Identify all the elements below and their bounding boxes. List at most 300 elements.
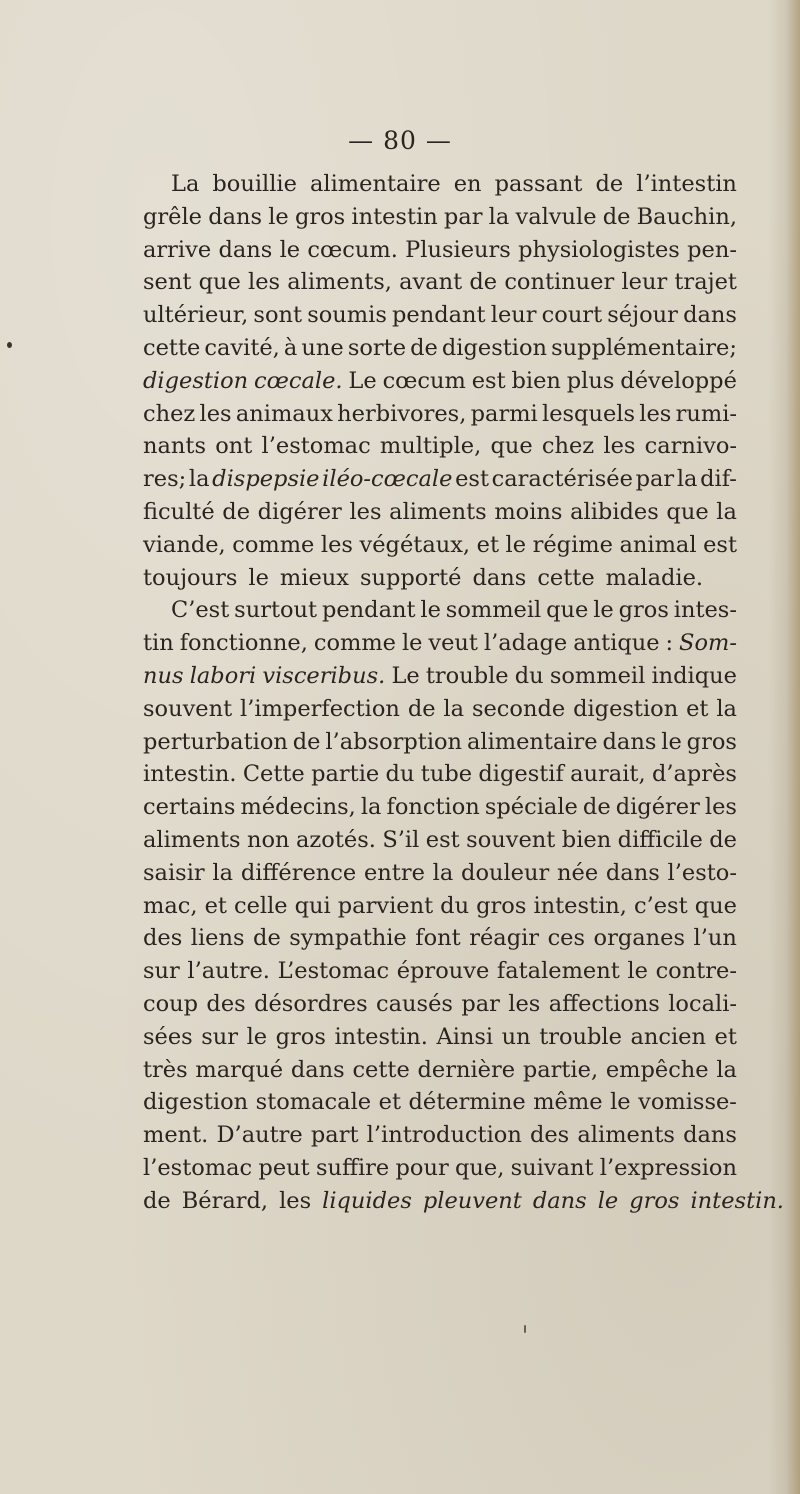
word: gros <box>294 203 346 230</box>
word: du <box>514 662 544 689</box>
word: même <box>533 1089 603 1116</box>
word: les <box>639 400 672 427</box>
word: sur <box>201 1023 239 1050</box>
word: que <box>198 269 241 296</box>
word: des <box>206 990 246 1017</box>
word: viande, <box>143 531 226 558</box>
word: dans <box>683 302 737 329</box>
text-line <box>143 594 737 627</box>
word: ultérieur, <box>143 302 249 329</box>
word: les <box>508 990 541 1017</box>
word: le <box>593 597 614 624</box>
word: Plusieurs <box>405 236 511 263</box>
word: partie, <box>522 1056 599 1083</box>
italic-word: digestion <box>143 367 249 394</box>
word: vomisse- <box>638 1089 737 1116</box>
word: sur <box>143 958 180 985</box>
word: le <box>268 203 289 230</box>
text-line <box>143 266 737 299</box>
word: parmi <box>470 400 538 427</box>
text-line <box>143 496 737 529</box>
word: font <box>415 925 461 952</box>
word: sommeil <box>549 662 646 689</box>
word: trouble <box>539 1023 622 1050</box>
word: animal <box>619 531 697 558</box>
word: les <box>248 269 281 296</box>
word: est <box>425 826 460 853</box>
word: dans <box>290 1056 345 1083</box>
word: organes <box>593 925 686 952</box>
word: res; <box>143 466 187 493</box>
text-line <box>143 693 737 726</box>
text-line <box>143 430 737 463</box>
word: court <box>541 302 603 329</box>
word: bouillie <box>212 171 297 197</box>
word: née <box>557 859 599 886</box>
word: souvent <box>466 826 556 853</box>
word: chez <box>143 400 196 427</box>
word: C’est <box>171 597 230 624</box>
word: la <box>432 859 454 886</box>
italic-word: Som- <box>679 630 737 657</box>
word: intestin. <box>143 761 237 788</box>
italic-word: gros <box>629 1187 680 1214</box>
word: dans <box>683 1122 737 1149</box>
word: ment. <box>143 1122 209 1149</box>
word: gros <box>275 1023 326 1050</box>
word: Ainsi <box>436 1023 494 1050</box>
text-line <box>143 890 737 923</box>
word: par <box>461 990 500 1017</box>
word: digérer <box>257 498 342 525</box>
word: S’il <box>382 826 420 853</box>
word: tin <box>143 630 174 657</box>
word: multiple, <box>379 433 482 460</box>
word: cavité, <box>204 334 280 361</box>
word: aliments <box>389 498 487 525</box>
word: intestin <box>351 203 438 230</box>
word: différence <box>240 859 357 886</box>
word: digestion <box>143 1089 249 1116</box>
word: chez <box>541 433 595 460</box>
word: herbivores, <box>337 400 467 427</box>
word: gros <box>476 892 527 919</box>
word: contre- <box>655 958 737 985</box>
word: rumi- <box>675 400 737 427</box>
word: locali- <box>668 990 737 1017</box>
word: développé <box>620 367 737 394</box>
text-line <box>143 1152 737 1185</box>
word: veut <box>428 630 478 657</box>
italic-word: liquides <box>322 1187 412 1214</box>
word: cette <box>352 1056 410 1083</box>
word: le <box>279 236 301 263</box>
word: avant <box>399 269 463 296</box>
word: partie <box>311 761 380 788</box>
word: d’après <box>651 761 737 788</box>
word: que <box>666 498 709 525</box>
text-line <box>143 1185 784 1218</box>
italic-word: dans <box>532 1187 587 1214</box>
word: dernière <box>417 1056 516 1083</box>
word: aliments <box>577 1122 675 1149</box>
word: réagir <box>469 925 540 952</box>
ink-speck <box>7 342 12 348</box>
text-line <box>143 332 737 365</box>
word: sympathie <box>289 925 407 952</box>
word: spéciale <box>484 794 578 821</box>
word: les <box>603 433 636 460</box>
word: stomacale <box>255 1089 372 1116</box>
word: intes- <box>673 597 737 624</box>
word: maladie. <box>605 564 704 591</box>
word: celle <box>233 892 288 919</box>
word: Bérard, <box>181 1187 269 1214</box>
word: indique <box>651 662 737 689</box>
word: liens <box>190 925 245 952</box>
word: plus <box>566 367 615 394</box>
word: la <box>443 695 465 722</box>
word: l’estomac <box>143 1154 253 1181</box>
word: ont <box>215 433 253 460</box>
word: de <box>292 728 321 755</box>
word: le <box>505 531 527 558</box>
word: la <box>212 859 234 886</box>
word: ancien <box>630 1023 706 1050</box>
word: cœcum. <box>307 236 398 263</box>
word: causés <box>376 990 453 1017</box>
word: l’esto- <box>667 859 737 886</box>
word: cette <box>143 334 201 361</box>
text-line <box>143 168 737 201</box>
text-line <box>143 463 737 496</box>
word: nants <box>143 433 206 460</box>
word: affections <box>548 990 660 1017</box>
word: souvent <box>143 695 233 722</box>
word: de <box>143 1187 171 1214</box>
word: empêche <box>605 1056 709 1083</box>
word: moins <box>494 498 563 525</box>
word: La <box>171 171 200 197</box>
word: les <box>279 1187 312 1214</box>
word: que <box>490 433 533 460</box>
word: l’adage <box>483 630 568 657</box>
word: une <box>301 334 344 361</box>
word: dans <box>208 203 263 230</box>
word: la <box>360 794 382 821</box>
text-line <box>143 922 737 955</box>
italic-word: cœcale. <box>254 367 343 394</box>
word: détermine <box>408 1089 526 1116</box>
word: leur <box>621 269 668 296</box>
word: qui <box>294 892 331 919</box>
word: la <box>188 466 210 493</box>
word: sommeil <box>445 597 542 624</box>
word: du <box>440 892 470 919</box>
word: douleur <box>461 859 550 886</box>
word: digestion <box>441 334 548 361</box>
word: comme <box>232 531 315 558</box>
word: supplémentaire; <box>551 334 737 361</box>
word: tube <box>420 761 473 788</box>
word: de <box>595 171 624 197</box>
word: est <box>455 466 489 493</box>
word: aliments, <box>287 269 392 296</box>
word: Cette <box>242 761 305 788</box>
word: parvient <box>337 892 434 919</box>
word: le <box>246 1023 268 1050</box>
word: pendant <box>321 597 416 624</box>
word: arrive <box>143 236 212 263</box>
paragraph <box>143 168 737 594</box>
word: cette <box>537 564 595 591</box>
word: seconde <box>471 695 566 722</box>
word: dans <box>605 859 660 886</box>
word: ficulté <box>143 498 215 525</box>
word: trouble <box>425 662 509 689</box>
word: antique <box>573 630 660 657</box>
word: Bauchin, <box>636 203 737 230</box>
page-edge-shading <box>786 0 800 1494</box>
word: aurait, <box>570 761 646 788</box>
word: certains <box>143 794 236 821</box>
word: sont <box>253 302 303 329</box>
word: valvule <box>515 203 597 230</box>
word: de <box>582 794 611 821</box>
word: gros <box>686 728 737 755</box>
text-line <box>143 726 737 759</box>
word: et <box>378 1089 401 1116</box>
word: la <box>716 498 737 525</box>
word: alimentaire <box>310 171 441 197</box>
word: de <box>253 925 281 952</box>
word: par <box>443 203 483 230</box>
text-line <box>143 988 737 1021</box>
paragraph <box>143 594 784 1217</box>
text-line <box>143 365 737 398</box>
text-line <box>143 857 737 890</box>
word: animaux <box>235 400 333 427</box>
word: le <box>627 958 648 985</box>
italic-word: labori <box>189 662 257 689</box>
word: l’introduction <box>366 1122 522 1149</box>
word: le <box>420 597 441 624</box>
word: l’expression <box>599 1154 737 1181</box>
word: bien <box>561 826 612 853</box>
word: dans <box>602 728 657 755</box>
page-number: — 80 — <box>348 126 452 155</box>
word: la <box>716 1056 737 1083</box>
word: carnivo- <box>644 433 737 460</box>
word: que, <box>454 1154 505 1181</box>
text-line <box>143 299 737 332</box>
word: que <box>694 892 737 919</box>
text-line <box>143 398 737 431</box>
word: suivant <box>510 1154 594 1181</box>
word: saisir <box>143 859 205 886</box>
word: de <box>222 498 251 525</box>
word: ces <box>547 925 586 952</box>
word: gros <box>618 597 669 624</box>
word: azotés. <box>296 826 376 853</box>
word: de <box>469 269 498 296</box>
word: digestion <box>573 695 679 722</box>
italic-word: visceribus. <box>262 662 386 689</box>
italic-word: iléo-cœcale <box>322 466 453 493</box>
text-line <box>143 1119 737 1152</box>
word: fatalement <box>496 958 620 985</box>
word: mieux <box>279 564 349 591</box>
word: peut <box>258 1154 310 1181</box>
word: toujours <box>143 564 238 591</box>
word: intestin, <box>533 892 627 919</box>
word: lesquels <box>542 400 636 427</box>
word: sées <box>143 1023 193 1050</box>
text-line <box>143 234 737 267</box>
word: et <box>204 892 227 919</box>
word: est <box>703 531 737 558</box>
word: D’autre <box>216 1122 303 1149</box>
word: aliments <box>143 826 241 853</box>
word: le <box>248 564 269 591</box>
text-line <box>143 1086 737 1119</box>
italic-word: nus <box>143 662 184 689</box>
word: le <box>610 1089 631 1116</box>
word: digérer <box>615 794 700 821</box>
text-line <box>143 201 737 234</box>
text-line <box>143 758 737 791</box>
word: c’est <box>633 892 688 919</box>
word: et <box>686 695 709 722</box>
word: les <box>704 794 737 821</box>
word: dans <box>218 236 273 263</box>
word: des <box>143 925 183 952</box>
word: très <box>143 1056 188 1083</box>
word: de <box>410 334 438 361</box>
word: par <box>635 466 675 493</box>
text-line <box>143 791 737 824</box>
word: Le <box>391 662 420 689</box>
word: : <box>665 630 674 657</box>
word: fonction <box>386 794 480 821</box>
word: les <box>320 531 353 558</box>
word: l’imperfection <box>240 695 400 722</box>
word: la <box>676 466 698 493</box>
word: comme <box>313 630 396 657</box>
word: sorte <box>347 334 407 361</box>
word: de <box>602 203 631 230</box>
word: perturbation <box>143 728 288 755</box>
italic-word: dispepsie <box>212 466 320 493</box>
word: en <box>453 171 482 197</box>
word: grêle <box>143 203 202 230</box>
word: et <box>714 1023 737 1050</box>
text-line <box>143 529 737 562</box>
body-text <box>143 168 784 1218</box>
word: caractérisée <box>491 466 633 493</box>
word: sent <box>143 269 192 296</box>
word: alimentaire <box>466 728 598 755</box>
word: les <box>199 400 232 427</box>
word: médecins, <box>240 794 356 821</box>
text-line <box>143 1054 737 1087</box>
word: mac, <box>143 892 198 919</box>
word: l’un <box>693 925 737 952</box>
italic-word: pleuvent <box>422 1187 522 1214</box>
word: trajet <box>674 269 737 296</box>
word: un <box>501 1023 531 1050</box>
word: L’estomac <box>277 958 390 985</box>
ink-speck <box>524 1325 526 1333</box>
word: non <box>247 826 290 853</box>
word: bien <box>511 367 561 394</box>
word: dif- <box>700 466 737 493</box>
word: entre <box>363 859 425 886</box>
word: désordres <box>254 990 368 1017</box>
word: de <box>709 826 737 853</box>
word: le <box>401 630 423 657</box>
word: suffire <box>315 1154 390 1181</box>
word: pour <box>395 1154 449 1181</box>
text-line <box>143 627 737 660</box>
word: végétaux, <box>359 531 471 558</box>
word: éprouve <box>396 958 490 985</box>
word: coup <box>143 990 199 1017</box>
word: à <box>283 334 298 361</box>
word: pen- <box>687 236 737 263</box>
word: régime <box>532 531 613 558</box>
word: continuer <box>504 269 615 296</box>
text-line <box>143 1021 737 1054</box>
word: intestin. <box>334 1023 428 1050</box>
italic-word: intestin. <box>690 1187 784 1214</box>
word: de <box>407 695 436 722</box>
word: est <box>471 367 506 394</box>
word: le <box>661 728 682 755</box>
text-line <box>143 660 737 693</box>
text-line <box>143 562 737 595</box>
word: la <box>716 695 737 722</box>
text-line <box>143 824 737 857</box>
word: Le <box>348 367 377 394</box>
word: des <box>529 1122 570 1149</box>
word: et <box>476 531 499 558</box>
word: supporté <box>359 564 462 591</box>
word: les <box>349 498 382 525</box>
word: fonctionne, <box>179 630 308 657</box>
word: surtout <box>234 597 318 624</box>
word: la <box>488 203 510 230</box>
word: séjour <box>607 302 678 329</box>
word: alibides <box>570 498 659 525</box>
word: l’autre. <box>187 958 270 985</box>
word: soumis <box>307 302 387 329</box>
word: physiologistes <box>518 236 680 263</box>
word: difficile <box>617 826 703 853</box>
italic-word: le <box>597 1187 619 1214</box>
word: part <box>310 1122 359 1149</box>
word: passant <box>494 171 583 197</box>
word: du <box>385 761 415 788</box>
word: l’absorption <box>325 728 463 755</box>
text-line <box>143 955 737 988</box>
word: cœcum <box>382 367 466 394</box>
word: digestif <box>478 761 564 788</box>
word: l’estomac <box>261 433 371 460</box>
word: marqué <box>195 1056 284 1083</box>
word: dans <box>472 564 527 591</box>
word: leur <box>490 302 537 329</box>
